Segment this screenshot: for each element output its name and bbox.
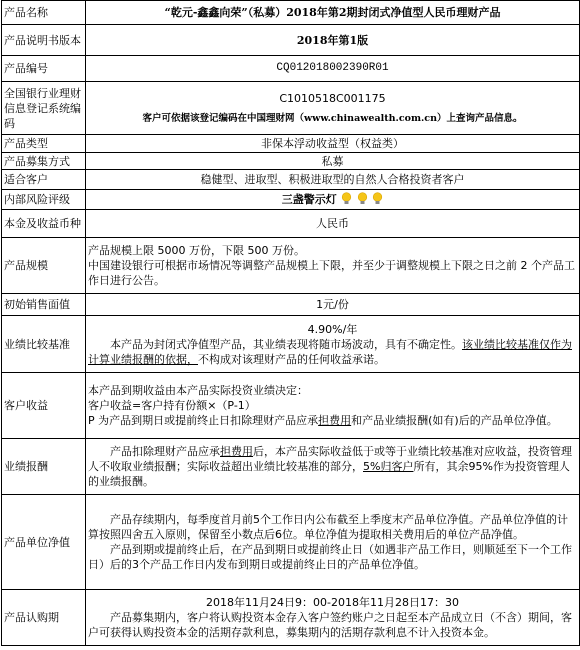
row-product-name (2, 1, 580, 25)
reward-text-a: 产品扣除理财产品应承 (110, 445, 220, 458)
value-performance-reward (86, 439, 580, 495)
value-product-scale (86, 238, 580, 294)
scale-adjustment-text: 中国建设银行可根据市场情况等调整产品规模上下限，并至少于调整规模上下限之日之前 2 个产品工作日进行公告。 (88, 259, 575, 287)
income-def-c: 和产品业绩报酬(如有)后的产品单位净值。 (351, 414, 558, 427)
subscription-interest-text: 产品募集期内，客户将认购投资本金存入客户签约账户之日起至本产品成立日（不含）期间，客户可获得认购投资本金的活期存款利息，募集期内的活期存款利息不计入投资本金。 (88, 611, 572, 639)
lightbulb-icon (357, 192, 368, 205)
value-currency: 人民币 (86, 210, 580, 238)
label-product-code: 产品编号 (2, 56, 86, 82)
row-subscription-period (2, 590, 580, 646)
reward-text-d: 5%归客户 (363, 460, 414, 473)
label-risk-rating: 内部风险评级 (2, 190, 86, 210)
value-raising-method: 私募 (86, 153, 580, 170)
value-product-code: CQ012018002390R01 (86, 56, 580, 82)
label-initial-price: 初始销售面值 (2, 294, 86, 316)
row-risk-rating (2, 190, 580, 210)
benchmark-description (88, 337, 577, 367)
income-def-a: P 为产品到期日或提前终止日扣除理财产品应承 (88, 414, 319, 427)
value-risk-rating (86, 190, 580, 210)
lightbulb-icon (341, 192, 352, 205)
benchmark-text-c: 不构成对该理财产品的任何收益承诺。 (198, 352, 385, 366)
benchmark-text-a: 本产品为封闭式净值型产品，其业绩表现将随市场波动，具有不确定性。 (110, 337, 462, 351)
row-currency (2, 210, 580, 238)
reward-text-c: 后，本产品实际收益低于或等于业绩比较基准对应收益，投资管理人不收取业绩报酬；实际收益超出业绩比较基准的部分， (88, 445, 572, 473)
value-manual-version: 2018年第1版 (86, 25, 580, 56)
nav-maturity-text: 产品到期或提前终止后，在产品到期日或提前终止日（如遇非产品工作日，则顺延至下一个工作日）后的3个产品工作日内发布到期日或提前终止日的产品单位净值。 (88, 543, 572, 571)
row-unit-nav (2, 495, 580, 590)
row-manual-version (2, 25, 580, 56)
subscription-dates: 2018年11月24日9：00-2018年11月28日17：30 (206, 596, 459, 609)
reward-text-e: 所有，其余95%作为投资管理人的业绩报酬。 (88, 460, 570, 488)
lightbulb-icon (372, 192, 383, 205)
label-suitable-clients: 适合客户 (2, 170, 86, 190)
value-unit-nav (86, 495, 580, 590)
label-raising-method: 产品募集方式 (2, 153, 86, 170)
value-suitable-clients: 稳健型、进取型、积极进取型的自然人合格投资者客户 (86, 170, 580, 190)
row-performance-reward (2, 439, 580, 495)
label-product-scale: 产品规模 (2, 238, 86, 294)
label-unit-nav: 产品单位净值 (2, 495, 86, 590)
value-product-type: 非保本浮动收益型（权益类） (86, 135, 580, 153)
value-registration-code (86, 82, 580, 135)
income-definition-text (88, 413, 577, 428)
row-initial-price (2, 294, 580, 316)
label-product-type: 产品类型 (2, 135, 86, 153)
label-product-name: 产品名称 (2, 1, 86, 25)
row-registration-code (2, 82, 580, 135)
row-client-income (2, 373, 580, 439)
row-benchmark (2, 316, 580, 373)
value-product-name: “乾元-鑫鑫向荣”（私募）2018年第2期封闭式净值型人民币理财产品 (86, 1, 580, 25)
row-product-code (2, 56, 580, 82)
label-manual-version: 产品说明书版本 (2, 25, 86, 56)
product-spec-table (1, 0, 580, 646)
value-client-income (86, 373, 580, 439)
label-performance-reward: 业绩报酬 (2, 439, 86, 495)
reward-description (88, 444, 577, 489)
row-raising-method (2, 153, 580, 170)
row-product-scale (2, 238, 580, 294)
risk-rating-text: 三盏警示灯 (281, 193, 337, 206)
registration-code-text: C1010518C001175 (279, 91, 386, 105)
label-subscription-period: 产品认购期 (2, 590, 86, 646)
income-formula-text: 客户收益=客户持有份额×（P-1） (88, 399, 256, 412)
row-product-type (2, 135, 580, 153)
scale-limits-text: 产品规模上限 5000 万份，下限 500 万份。 (88, 244, 305, 257)
row-suitable-clients (2, 170, 580, 190)
label-client-income: 客户收益 (2, 373, 86, 439)
income-basis-text: 本产品到期收益由本产品实际投资业绩决定： (88, 384, 308, 397)
value-subscription-period (86, 590, 580, 646)
income-def-b: 担费用 (318, 414, 352, 427)
benchmark-text-b: 该业绩比较基准仅作为计算业绩报酬的依据， (88, 337, 572, 366)
label-benchmark: 业绩比较基准 (2, 316, 86, 373)
value-benchmark (86, 316, 580, 373)
registration-note: 客户可依据该登记编码在中国理财网（www.chinawealth.com.cn）上查询产品信息。 (142, 112, 523, 124)
benchmark-rate: 4.90%/年 (307, 322, 358, 336)
label-registration-code: 全国银行业理财信息登记系统编码 (2, 82, 86, 135)
label-currency: 本金及收益币种 (2, 210, 86, 238)
nav-publication-text: 产品存续期内，每季度首月前5个工作日内公布截至上季度末产品单位净值。产品单位净值的计算按照四舍五入原则，保留至小数点后6位。单位净值为提取相关费用后的单位产品净值。 (88, 513, 568, 541)
value-initial-price: 1元/份 (86, 294, 580, 316)
reward-text-b: 担费用 (220, 445, 253, 458)
